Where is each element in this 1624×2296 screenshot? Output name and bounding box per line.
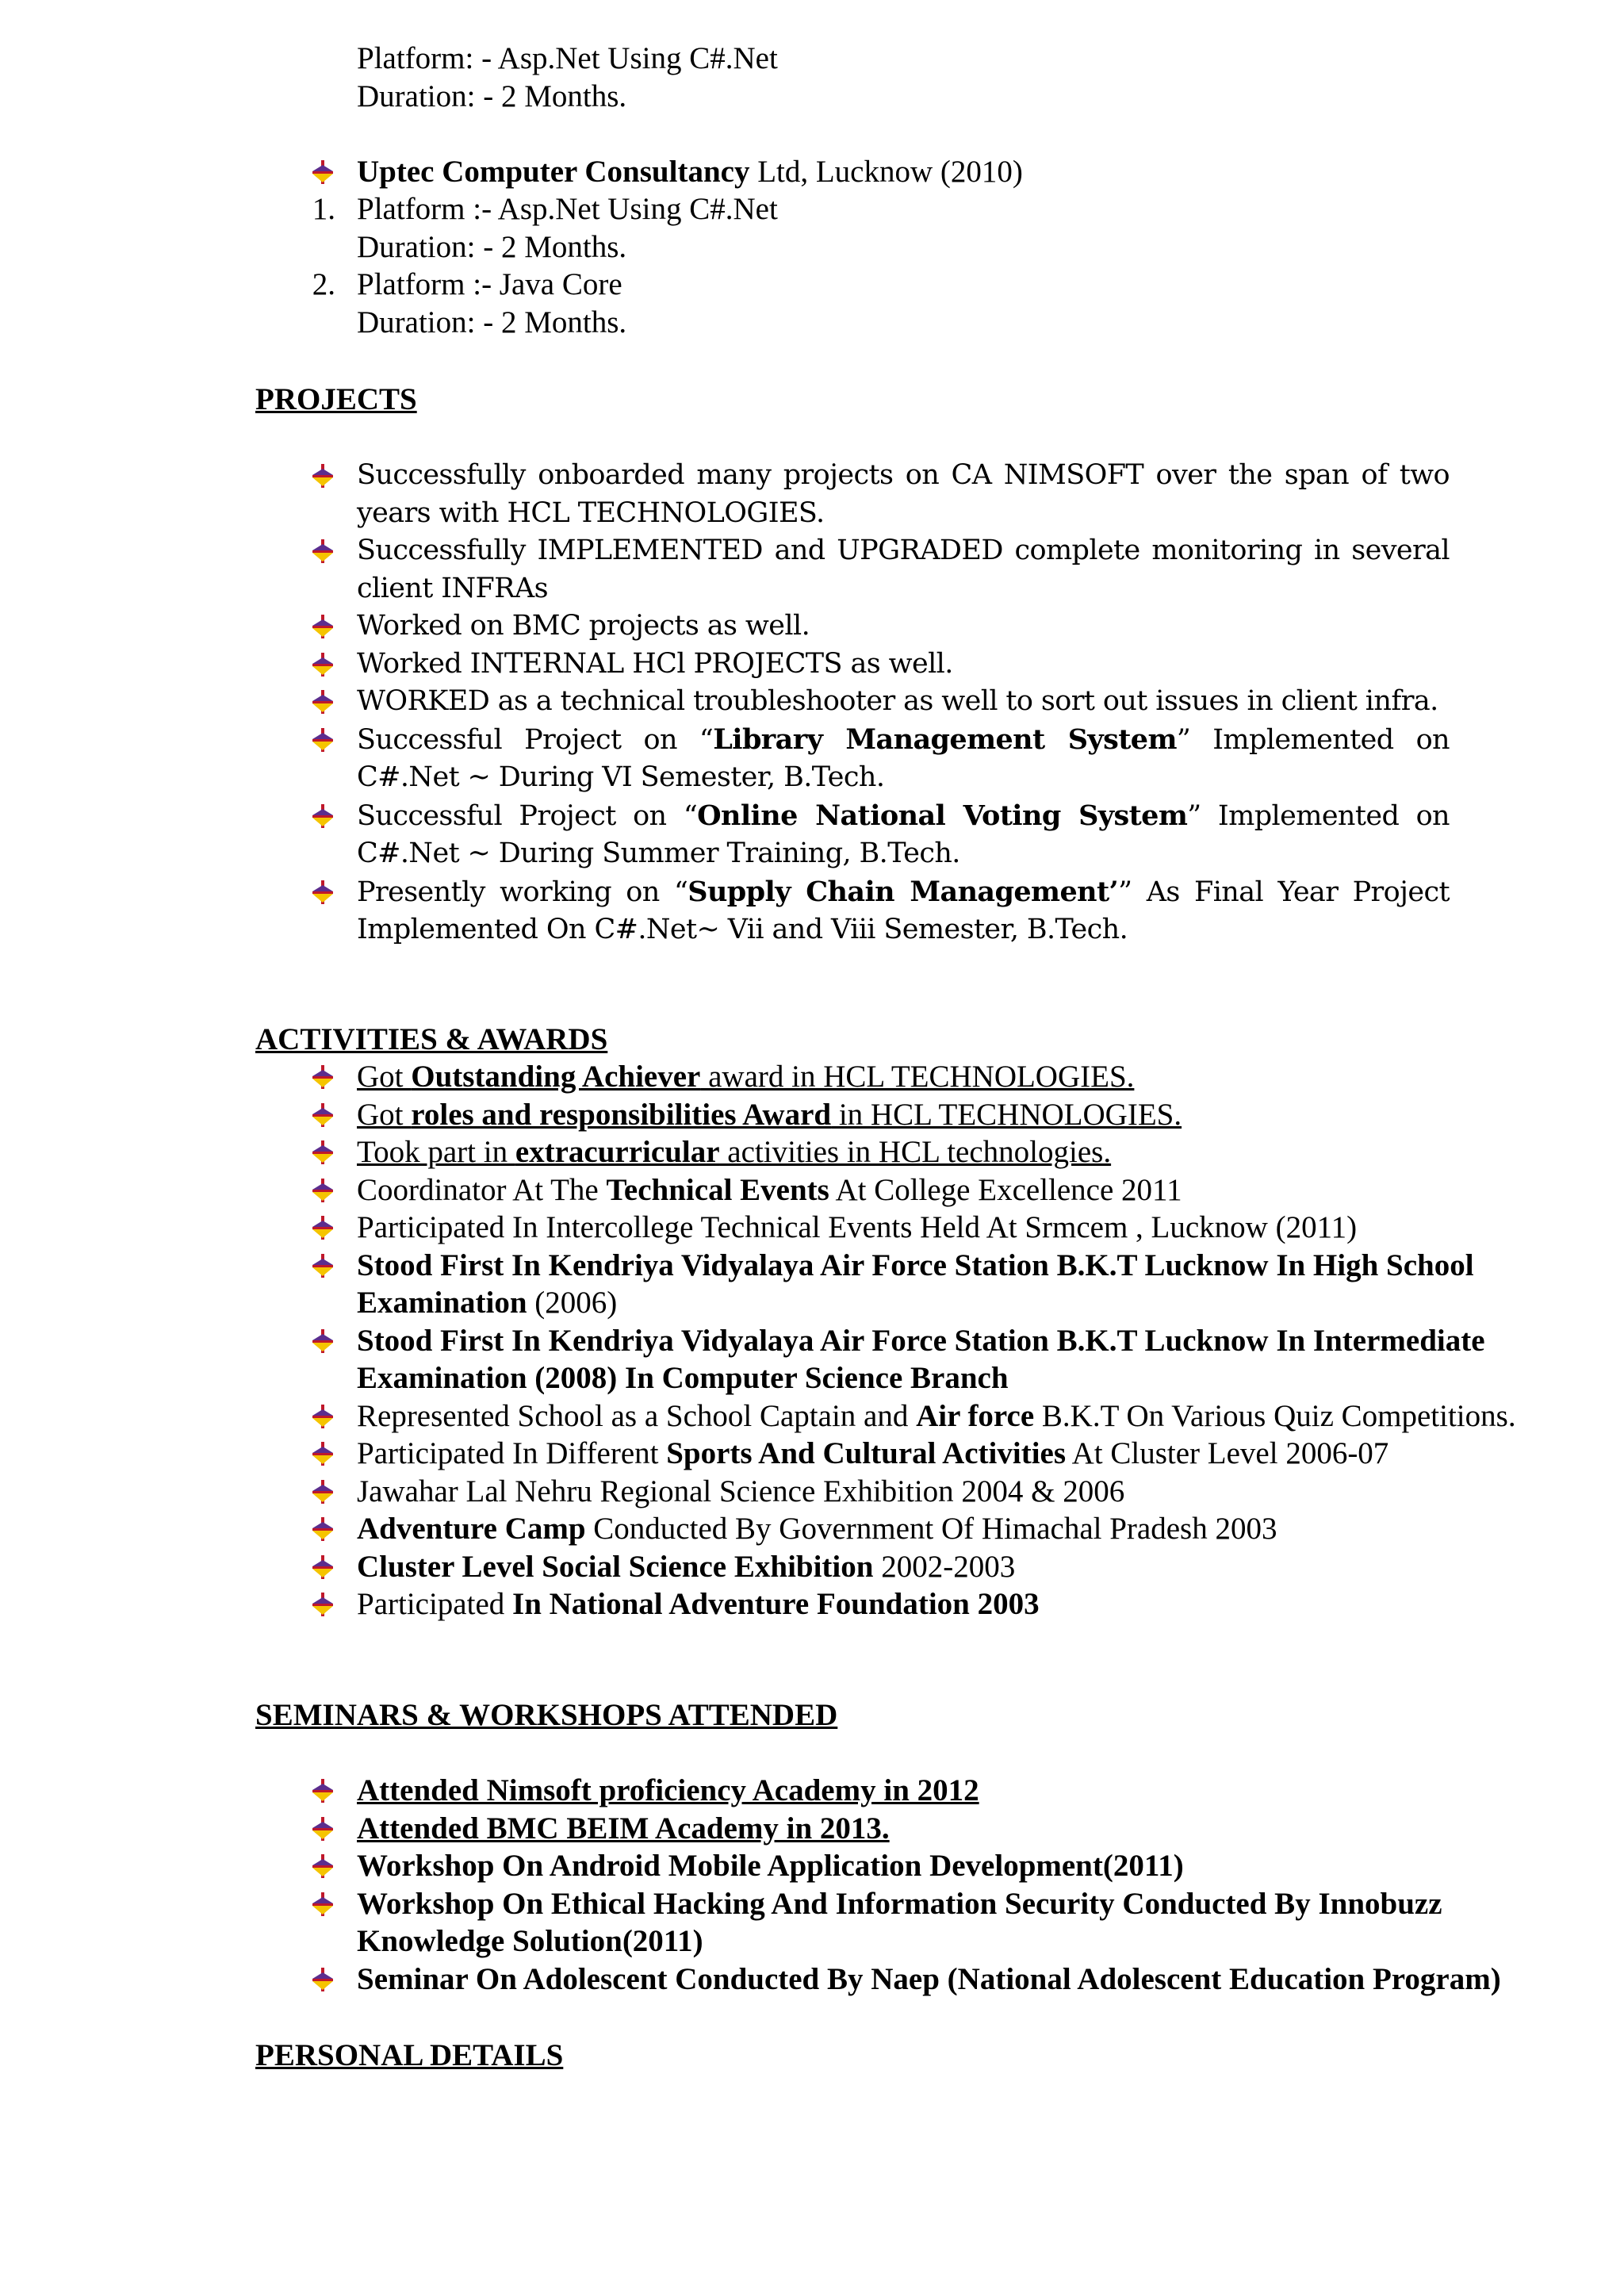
list-item: Participated In National Adventure Foundation 2003 (311, 1585, 1516, 1623)
arrow-bullet-icon (311, 457, 357, 495)
list-item: Worked INTERNAL HCl PROJECTS as well. (311, 646, 1450, 684)
duration-line: Duration: - 2 Months. (357, 79, 627, 113)
arrow-bullet-icon (311, 1510, 357, 1548)
arrow-bullet-icon (311, 1435, 357, 1473)
arrow-bullet-icon (311, 1885, 357, 1923)
arrow-bullet-icon (311, 1133, 357, 1171)
arrow-bullet-icon (311, 1810, 357, 1848)
arrow-bullet-icon (311, 1058, 357, 1096)
arrow-bullet-icon (311, 532, 357, 570)
arrow-bullet-icon (311, 608, 357, 646)
arrow-bullet-icon (311, 1247, 357, 1285)
uptec-list (0, 190, 1624, 341)
platform-line: Platform: - Asp.Net Using C#.Net (357, 41, 778, 75)
list-item: Represented School as a School Captain and Air force B.K.T On Various Quiz Competitions. (311, 1397, 1516, 1435)
list-item: 1. Platform :- Asp.Net Using C#.Net Duration: - 2 Months. (312, 192, 778, 264)
arrow-bullet-icon (311, 873, 357, 911)
list-item: Successfully onboarded many projects on CA NIMSOFT over the span of two years with HCL TECHNOLOGIES. (311, 457, 1450, 532)
list-item: 2. Platform :- Java Core Duration: - 2 Months. (312, 267, 627, 339)
list-item: Adventure Camp Conducted By Government Of Himachal Pradesh 2003 (311, 1510, 1516, 1548)
arrow-bullet-icon (311, 1548, 357, 1586)
list-item: WORKED as a technical troubleshooter as well to sort out issues in client infra. (311, 683, 1450, 721)
list-item: Workshop On Ethical Hacking And Information Security Conducted By Innobuzz Knowledge Solution(2011) (311, 1885, 1501, 1961)
arrow-bullet-icon (311, 721, 357, 759)
list-item: Stood First In Kendriya Vidyalaya Air Force Station B.K.T Lucknow In High School Examination (2006) (311, 1247, 1516, 1322)
section-heading-activities: ACTIVITIES & AWARDS (255, 1022, 608, 1056)
arrow-bullet-icon (311, 683, 357, 721)
list-item: Successfully IMPLEMENTED and UPGRADED complete monitoring in several client INFRAs (311, 532, 1450, 608)
arrow-bullet-icon (311, 1585, 357, 1623)
list-item: Jawahar Lal Nehru Regional Science Exhibition 2004 & 2006 (311, 1473, 1516, 1511)
section-heading-projects: PROJECTS (255, 382, 417, 416)
arrow-bullet-icon (311, 1171, 357, 1209)
list-item: Took part in extracurricular activities in HCL technologies. (311, 1133, 1516, 1171)
arrow-bullet-icon (311, 153, 357, 191)
arrow-bullet-icon (311, 1961, 357, 1999)
list-item: Worked on BMC projects as well. (311, 608, 1450, 646)
training-continued (357, 40, 778, 115)
projects-list (311, 457, 1450, 949)
list-item: Attended BMC BEIM Academy in 2013. (311, 1810, 1501, 1848)
uptec-training (311, 153, 1023, 191)
list-item: Uptec Computer Consultancy Ltd, Lucknow (2010) (311, 153, 1023, 191)
list-item: Got roles and responsibilities Award in HCL TECHNOLOGIES. (311, 1096, 1516, 1134)
arrow-bullet-icon (311, 1397, 357, 1435)
activities-list (311, 1058, 1516, 1623)
list-item: Cluster Level Social Science Exhibition 2002-2003 (311, 1548, 1516, 1586)
arrow-bullet-icon (311, 1847, 357, 1885)
section-heading-seminars: SEMINARS & WORKSHOPS ATTENDED (255, 1698, 838, 1732)
list-item: Attended Nimsoft proficiency Academy in 2012 (311, 1772, 1501, 1810)
list-item: Successful Project on “Online National Voting System” Implemented on C#.Net ~ During Summer Training, B.Tech. (311, 797, 1450, 873)
list-item: Coordinator At The Technical Events At College Excellence 2011 (311, 1171, 1516, 1209)
list-item: Presently working on “Supply Chain Management’” As Final Year Project Implemented On C#.Net~ Vii and Viii Semester, B.Tech. (311, 873, 1450, 949)
list-item: Workshop On Android Mobile Application Development(2011) (311, 1847, 1501, 1885)
arrow-bullet-icon (311, 1473, 357, 1511)
arrow-bullet-icon (311, 1209, 357, 1247)
list-item: Stood First In Kendriya Vidyalaya Air Force Station B.K.T Lucknow In Intermediate Examination (2008) In Computer Science Branch (311, 1322, 1516, 1397)
arrow-bullet-icon (311, 1096, 357, 1134)
list-item: Participated In Different Sports And Cultural Activities At Cluster Level 2006-07 (311, 1435, 1516, 1473)
section-heading-personal: PERSONAL DETAILS (255, 2038, 564, 2072)
list-item: Got Outstanding Achiever award in HCL TECHNOLOGIES. (311, 1058, 1516, 1096)
arrow-bullet-icon (311, 1322, 357, 1360)
arrow-bullet-icon (311, 797, 357, 835)
list-item: Successful Project on “Library Management System” Implemented on C#.Net ~ During VI Semester, B.Tech. (311, 721, 1450, 797)
arrow-bullet-icon (311, 1772, 357, 1810)
arrow-bullet-icon (311, 646, 357, 684)
list-item: Participated In Intercollege Technical Events Held At Srmcem , Lucknow (2011) (311, 1209, 1516, 1247)
list-item: Seminar On Adolescent Conducted By Naep (National Adolescent Education Program) (311, 1961, 1501, 1999)
seminars-list (311, 1772, 1501, 1998)
